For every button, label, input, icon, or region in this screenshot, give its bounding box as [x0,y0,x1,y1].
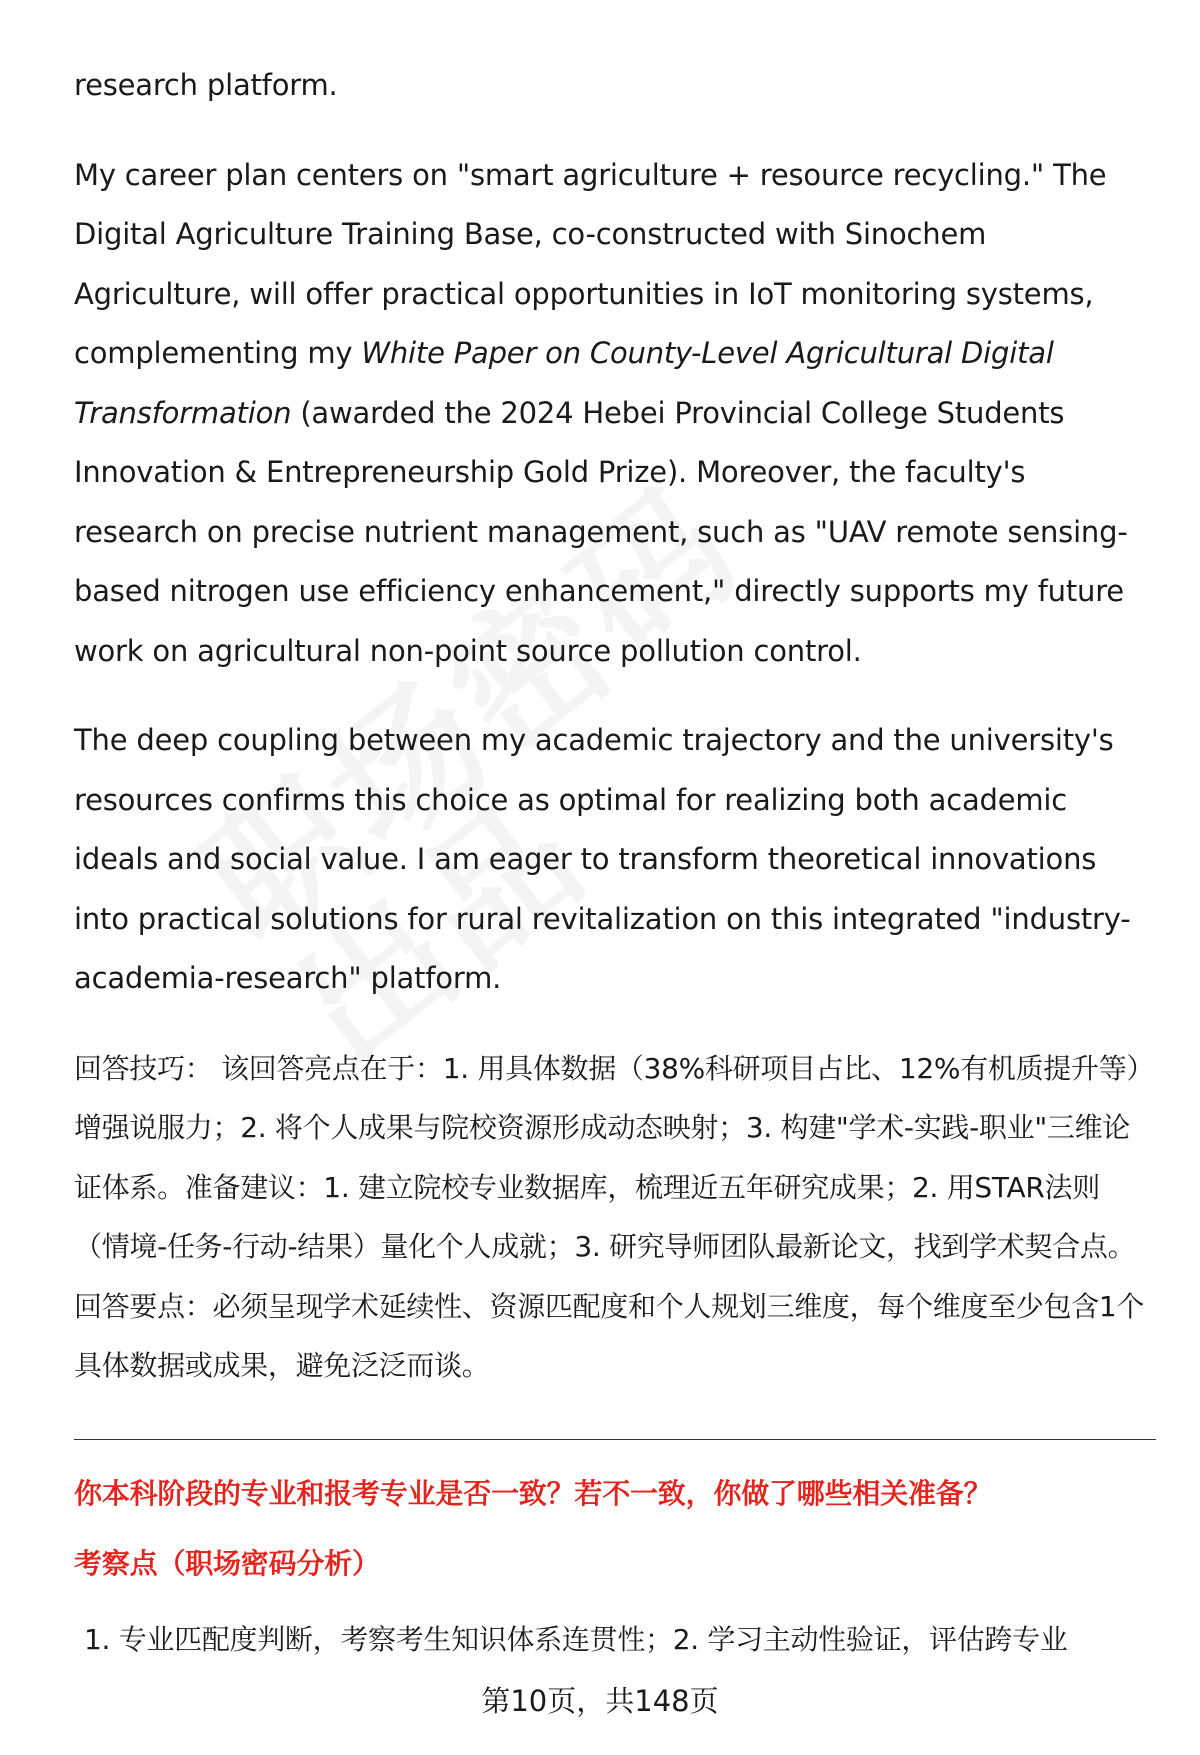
page-content [74,56,1154,1396]
section-divider [74,1439,1156,1440]
question-heading: 你本科阶段的专业和报考专业是否一致？若不一致，你做了哪些相关准备？ [74,1477,992,1510]
answer-tips: 回答技巧： 该回答亮点在于：1. 用具体数据（38%科研项目占比、12%有机质提升等）增强说服力；2. 将个人成果与院校资源形成动态映射；3. 构建"学术-实践-职业"三维论证体系。准备建议：1. 建立院校专业数据库，梳理近五年研究成果；2. 用STAR法则（情境-任务-行动-结果）量化个人成就；3. 研究导师团队最新论文，找到学术契合点。回答要点：必须呈现学术延续性、资源匹配度和个人规划三维度，每个维度至少包含1个具体数据或成果，避免泛泛而谈。 [74,1051,1145,1382]
career-plan-text-start: My career plan centers on "smart agriculture + resource recycling." The Digital Agriculture Training Base, co-constructed with Sinochem Agriculture, will offer practical opportunities in IoT monitoring systems, complementing my [74,157,1107,370]
page-number: 第10页，共148页 [481,1684,719,1718]
paragraph-career-plan [74,146,1154,682]
paragraph-conclusion: The deep coupling between my academic trajectory and the university's resources confirms this choice as optimal for realizing both academic ideals and social value. I am eager to transform theoretical innovations into practical solutions for rural revitalization on this integrated "industry-academia-research" platform. [74,723,1131,995]
assessment-subheading: 考察点（职场密码分析） [74,1547,380,1580]
list-item: 1. 专业匹配度判断，考察考生知识体系连贯性；2. 学习主动性验证，评估跨专业 [84,1623,1068,1656]
paragraph-continuation: research platform. [74,68,338,102]
white-paper-title: White Paper on County-Level Agricultural Digital Transformation [74,336,1054,430]
career-plan-text-end: (awarded the 2024 Hebei Provincial College Students Innovation & Entrepreneurship Gold Prize). Moreover, the faculty's research on precise nutrient management, such as "UAV remote sensing-based nitrogen use efficiency enhancement," directly supports my future work on agricultural non-point source pollution control. [74,395,1128,668]
